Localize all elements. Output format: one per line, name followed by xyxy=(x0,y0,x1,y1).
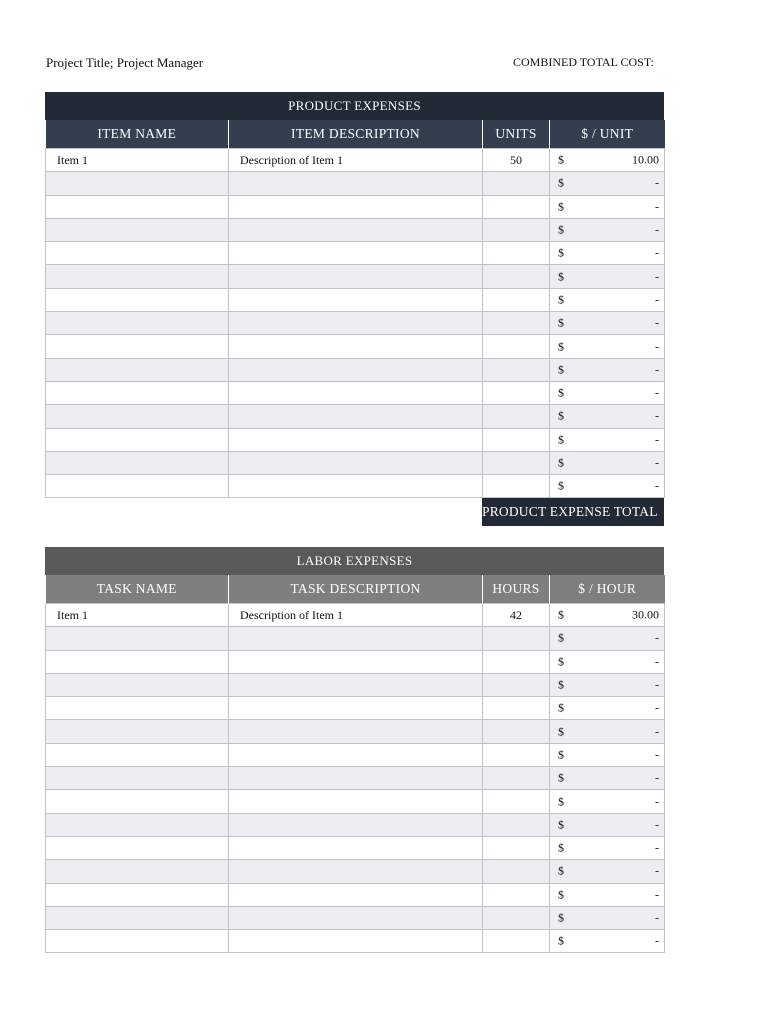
cell-quantity[interactable] xyxy=(483,428,550,451)
cell-name[interactable] xyxy=(46,930,229,953)
cell-rate[interactable] xyxy=(550,218,665,241)
cell-name[interactable] xyxy=(46,697,229,720)
cell-description[interactable] xyxy=(229,790,483,813)
cell-quantity[interactable] xyxy=(483,883,550,906)
currency-symbol: $ xyxy=(558,199,564,214)
currency-symbol: $ xyxy=(558,863,564,878)
currency-symbol: $ xyxy=(558,245,564,260)
table-row xyxy=(46,767,665,790)
product-expenses-table xyxy=(45,120,665,498)
currency-symbol: $ xyxy=(558,747,564,762)
cell-rate[interactable] xyxy=(550,149,665,172)
cell-description[interactable] xyxy=(229,381,483,404)
cell-description[interactable] xyxy=(229,358,483,381)
project-info: Project Title; Project Manager xyxy=(46,55,204,70)
table-row xyxy=(46,743,665,766)
currency-symbol: $ xyxy=(558,794,564,809)
cell-rate[interactable] xyxy=(550,767,665,790)
cell-quantity[interactable] xyxy=(483,218,550,241)
cell-name[interactable] xyxy=(46,790,229,813)
table-row xyxy=(46,790,665,813)
cell-description[interactable] xyxy=(229,405,483,428)
currency-symbol: $ xyxy=(558,152,564,167)
table-row xyxy=(46,358,665,381)
cell-quantity[interactable] xyxy=(483,767,550,790)
table-row xyxy=(46,405,665,428)
cell-description[interactable] xyxy=(229,218,483,241)
cell-rate[interactable] xyxy=(550,720,665,743)
table-row xyxy=(46,242,665,265)
cell-rate[interactable] xyxy=(550,836,665,859)
currency-symbol: $ xyxy=(558,607,564,622)
cell-name[interactable]: Item 1 xyxy=(46,604,229,627)
table-row xyxy=(46,860,665,883)
table-row xyxy=(46,312,665,335)
column-header-task-name: TASK NAME xyxy=(46,575,229,604)
amount-value: - xyxy=(655,315,659,330)
table-row xyxy=(46,930,665,953)
table-row xyxy=(46,650,665,673)
amount-value: - xyxy=(655,630,659,645)
cell-rate[interactable] xyxy=(550,195,665,218)
cell-name[interactable] xyxy=(46,288,229,311)
cell-quantity[interactable] xyxy=(483,451,550,474)
cell-quantity[interactable] xyxy=(483,242,550,265)
cell-quantity[interactable] xyxy=(483,335,550,358)
amount-value: - xyxy=(655,245,659,260)
table-row xyxy=(46,627,665,650)
currency-symbol: $ xyxy=(558,269,564,284)
cell-name[interactable] xyxy=(46,335,229,358)
table-row xyxy=(46,604,665,627)
amount-value: - xyxy=(655,724,659,739)
cell-quantity[interactable] xyxy=(483,627,550,650)
cell-name[interactable] xyxy=(46,836,229,859)
table-row xyxy=(46,218,665,241)
cell-name[interactable] xyxy=(46,451,229,474)
table-row xyxy=(46,149,665,172)
cell-rate[interactable] xyxy=(550,451,665,474)
table-row xyxy=(46,720,665,743)
table-row xyxy=(46,335,665,358)
cell-rate[interactable] xyxy=(550,650,665,673)
cell-rate[interactable] xyxy=(550,906,665,929)
amount-value: - xyxy=(655,700,659,715)
cell-quantity[interactable] xyxy=(483,265,550,288)
cell-rate[interactable] xyxy=(550,627,665,650)
cell-description[interactable] xyxy=(229,743,483,766)
cell-quantity[interactable] xyxy=(483,650,550,673)
cell-rate[interactable] xyxy=(550,790,665,813)
cell-description[interactable] xyxy=(229,172,483,195)
column-header-item-description: ITEM DESCRIPTION xyxy=(229,120,483,149)
cell-name[interactable] xyxy=(46,265,229,288)
cell-name[interactable] xyxy=(46,906,229,929)
cell-name[interactable] xyxy=(46,767,229,790)
table-row xyxy=(46,195,665,218)
cell-description[interactable] xyxy=(229,195,483,218)
cell-rate[interactable] xyxy=(550,405,665,428)
cell-name[interactable] xyxy=(46,813,229,836)
currency-symbol: $ xyxy=(558,910,564,925)
cell-quantity[interactable] xyxy=(483,860,550,883)
amount-value: - xyxy=(655,432,659,447)
cell-description[interactable] xyxy=(229,836,483,859)
cell-quantity[interactable] xyxy=(483,288,550,311)
cell-name[interactable] xyxy=(46,218,229,241)
cell-name[interactable] xyxy=(46,172,229,195)
currency-symbol: $ xyxy=(558,339,564,354)
amount-value: - xyxy=(655,654,659,669)
cell-rate[interactable] xyxy=(550,172,665,195)
currency-symbol: $ xyxy=(558,630,564,645)
cell-description[interactable] xyxy=(229,883,483,906)
table-row xyxy=(46,906,665,929)
labor-expenses-table xyxy=(45,575,665,953)
cell-description[interactable] xyxy=(229,860,483,883)
currency-symbol: $ xyxy=(558,933,564,948)
product-expenses-title: PRODUCT EXPENSES xyxy=(45,92,664,120)
cell-name[interactable] xyxy=(46,475,229,498)
table-header-row xyxy=(46,575,665,604)
cell-description[interactable] xyxy=(229,673,483,696)
cell-name[interactable] xyxy=(46,743,229,766)
cell-description[interactable] xyxy=(229,650,483,673)
cell-description[interactable] xyxy=(229,697,483,720)
product-expense-total-label: PRODUCT EXPENSE TOTAL xyxy=(482,498,664,526)
amount-value: 30.00 xyxy=(632,607,659,622)
cell-description[interactable] xyxy=(229,813,483,836)
currency-symbol: $ xyxy=(558,677,564,692)
cell-name[interactable]: Item 1 xyxy=(46,149,229,172)
cell-name[interactable] xyxy=(46,428,229,451)
labor-expenses-title: LABOR EXPENSES xyxy=(45,547,664,575)
currency-symbol: $ xyxy=(558,222,564,237)
currency-symbol: $ xyxy=(558,455,564,470)
currency-symbol: $ xyxy=(558,315,564,330)
cell-quantity[interactable] xyxy=(483,475,550,498)
cell-quantity[interactable] xyxy=(483,358,550,381)
amount-value: - xyxy=(655,817,659,832)
cell-rate[interactable] xyxy=(550,743,665,766)
cell-name[interactable] xyxy=(46,405,229,428)
table-row xyxy=(46,697,665,720)
cell-quantity[interactable] xyxy=(483,673,550,696)
currency-symbol: $ xyxy=(558,478,564,493)
cell-rate[interactable] xyxy=(550,697,665,720)
currency-symbol: $ xyxy=(558,654,564,669)
cell-quantity[interactable] xyxy=(483,720,550,743)
cell-rate[interactable] xyxy=(550,242,665,265)
cell-quantity[interactable] xyxy=(483,743,550,766)
table-row xyxy=(46,836,665,859)
table-row xyxy=(46,428,665,451)
cell-quantity[interactable] xyxy=(483,697,550,720)
amount-value: - xyxy=(655,478,659,493)
amount-value: - xyxy=(655,770,659,785)
amount-value: - xyxy=(655,199,659,214)
cell-name[interactable] xyxy=(46,883,229,906)
table-row xyxy=(46,673,665,696)
cell-description[interactable] xyxy=(229,627,483,650)
amount-value: - xyxy=(655,933,659,948)
combined-total-label: COMBINED TOTAL COST: xyxy=(513,55,654,69)
cell-quantity[interactable] xyxy=(483,790,550,813)
table-row xyxy=(46,451,665,474)
cell-name[interactable] xyxy=(46,312,229,335)
cell-quantity[interactable] xyxy=(483,172,550,195)
cell-quantity[interactable] xyxy=(483,381,550,404)
currency-symbol: $ xyxy=(558,362,564,377)
amount-value: - xyxy=(655,362,659,377)
cell-description[interactable]: Description of Item 1 xyxy=(229,604,483,627)
amount-value: 10.00 xyxy=(632,152,659,167)
amount-value: - xyxy=(655,677,659,692)
column-header-units: UNITS xyxy=(483,120,550,149)
cell-name[interactable] xyxy=(46,720,229,743)
cell-quantity[interactable] xyxy=(483,930,550,953)
cell-quantity[interactable]: 42 xyxy=(483,604,550,627)
table-row xyxy=(46,475,665,498)
cell-description[interactable] xyxy=(229,767,483,790)
currency-symbol: $ xyxy=(558,700,564,715)
cell-description[interactable] xyxy=(229,335,483,358)
cell-name[interactable] xyxy=(46,381,229,404)
column-header-task-description: TASK DESCRIPTION xyxy=(229,575,483,604)
cell-description[interactable] xyxy=(229,288,483,311)
labor-expenses-section xyxy=(45,547,664,953)
cell-rate[interactable] xyxy=(550,930,665,953)
cell-rate[interactable] xyxy=(550,475,665,498)
cell-rate[interactable] xyxy=(550,288,665,311)
cell-rate[interactable] xyxy=(550,604,665,627)
cell-quantity[interactable] xyxy=(483,813,550,836)
cell-name[interactable] xyxy=(46,673,229,696)
currency-symbol: $ xyxy=(558,432,564,447)
cell-description[interactable] xyxy=(229,906,483,929)
cell-quantity[interactable]: 50 xyxy=(483,149,550,172)
cell-description[interactable] xyxy=(229,475,483,498)
currency-symbol: $ xyxy=(558,724,564,739)
amount-value: - xyxy=(655,863,659,878)
currency-symbol: $ xyxy=(558,840,564,855)
cell-description[interactable] xyxy=(229,720,483,743)
cell-rate[interactable] xyxy=(550,883,665,906)
table-row xyxy=(46,265,665,288)
amount-value: - xyxy=(655,910,659,925)
cell-name[interactable] xyxy=(46,242,229,265)
amount-value: - xyxy=(655,794,659,809)
cell-rate[interactable] xyxy=(550,381,665,404)
cell-description[interactable] xyxy=(229,265,483,288)
cell-quantity[interactable] xyxy=(483,836,550,859)
cell-rate[interactable] xyxy=(550,428,665,451)
cell-description[interactable] xyxy=(229,930,483,953)
cell-name[interactable] xyxy=(46,195,229,218)
cell-rate[interactable] xyxy=(550,312,665,335)
cell-quantity[interactable] xyxy=(483,405,550,428)
cell-description[interactable]: Description of Item 1 xyxy=(229,149,483,172)
product-expenses-section xyxy=(45,92,664,498)
cell-rate[interactable] xyxy=(550,673,665,696)
amount-value: - xyxy=(655,222,659,237)
amount-value: - xyxy=(655,455,659,470)
column-header-item-name: ITEM NAME xyxy=(46,120,229,149)
cell-name[interactable] xyxy=(46,358,229,381)
cell-description[interactable] xyxy=(229,428,483,451)
cell-rate[interactable] xyxy=(550,860,665,883)
currency-symbol: $ xyxy=(558,292,564,307)
column-header-price-per-unit: $ / UNIT xyxy=(550,120,665,149)
table-row xyxy=(46,813,665,836)
table-row xyxy=(46,288,665,311)
column-header-hours: HOURS xyxy=(483,575,550,604)
currency-symbol: $ xyxy=(558,385,564,400)
cell-name[interactable] xyxy=(46,860,229,883)
currency-symbol: $ xyxy=(558,887,564,902)
cell-rate[interactable] xyxy=(550,335,665,358)
amount-value: - xyxy=(655,339,659,354)
amount-value: - xyxy=(655,175,659,190)
cell-name[interactable] xyxy=(46,650,229,673)
amount-value: - xyxy=(655,292,659,307)
table-row xyxy=(46,172,665,195)
cell-quantity[interactable] xyxy=(483,312,550,335)
amount-value: - xyxy=(655,408,659,423)
currency-symbol: $ xyxy=(558,175,564,190)
cell-description[interactable] xyxy=(229,242,483,265)
amount-value: - xyxy=(655,887,659,902)
cell-rate[interactable] xyxy=(550,358,665,381)
table-header-row xyxy=(46,120,665,149)
amount-value: - xyxy=(655,747,659,762)
currency-symbol: $ xyxy=(558,408,564,423)
table-row xyxy=(46,381,665,404)
cell-name[interactable] xyxy=(46,627,229,650)
currency-symbol: $ xyxy=(558,770,564,785)
amount-value: - xyxy=(655,385,659,400)
currency-symbol: $ xyxy=(558,817,564,832)
cell-description[interactable] xyxy=(229,451,483,474)
cell-rate[interactable] xyxy=(550,813,665,836)
amount-value: - xyxy=(655,269,659,284)
table-row xyxy=(46,883,665,906)
cell-quantity[interactable] xyxy=(483,906,550,929)
cell-quantity[interactable] xyxy=(483,195,550,218)
amount-value: - xyxy=(655,840,659,855)
cell-rate[interactable] xyxy=(550,265,665,288)
column-header-rate-per-hour: $ / HOUR xyxy=(550,575,665,604)
cell-description[interactable] xyxy=(229,312,483,335)
